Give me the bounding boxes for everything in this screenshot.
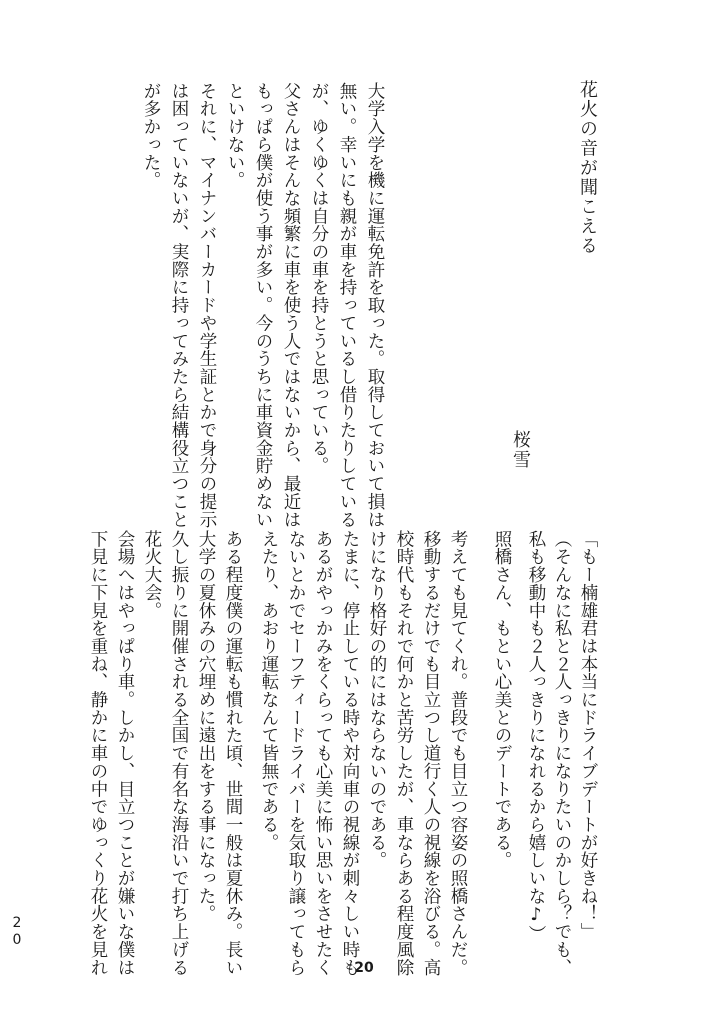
text-line: （そんなに私と２人っきりになりたいのかしら？でも、	[552, 530, 572, 977]
text-line: 考えても見てくれ。普段でも目立つ容姿の照橋さんだ。	[448, 530, 468, 977]
author-name: 桜雪	[510, 430, 531, 470]
text-line: 校時代もそれで何かと苦労したが、車ならある程度風除	[394, 530, 414, 977]
text-line: ないとかでセーフティードライバーを気取り譲ってもら	[286, 530, 306, 977]
text-line: が、ゆくゆくは自分の車を持とうと思っている。	[309, 82, 329, 475]
text-line: 父さんはそんな頻繁に車を使う人ではないから、最近は	[281, 82, 301, 529]
text-line: それに、マイナンバーカードや学生証とかで身分の提示	[197, 82, 217, 529]
page-number: 20	[354, 960, 374, 976]
margin-page-number: 20	[9, 915, 25, 949]
text-line: けになり格好の的にはならないのである。	[367, 530, 387, 870]
text-line: 下見に下見を重ね、静かに車の中でゆっくり花火を見れ	[88, 530, 108, 977]
text-line: 大学の夏休みの穴埋めに遠出をする事になった。	[196, 530, 216, 923]
text-line: は困っていないが、実際に持ってみたら結構役立つこと	[169, 82, 189, 529]
text-line: 花火大会。	[142, 530, 162, 620]
story-title: 花火の音が聞こえる	[577, 80, 598, 256]
text-line: 久し振りに開催される全国で有名な海沿いで打ち上げる	[169, 530, 189, 977]
text-line: 私も移動中も２人っきりになれるから嬉しいな♪）	[526, 530, 546, 944]
text-line: 移動するだけでも目立つし道行く人の視線を浴びる。高	[421, 530, 441, 977]
text-line: 照橋さん、もとい心美とのデートである。	[492, 530, 512, 870]
text-line: 無い。幸いにも親が車を持っているし借りたりしている	[337, 82, 357, 529]
text-line: といけない。	[225, 82, 245, 190]
text-line: ある程度僕の運転も慣れた頃、世間一般は夏休み。長い	[223, 530, 243, 977]
text-line: 大学入学を機に運転免許を取った。取得しておいて損は	[365, 82, 385, 529]
text-line: が多かった。	[141, 82, 161, 190]
text-line: 会場へはやっぱり車。しかし、目立つことが嫌いな僕は	[115, 530, 135, 977]
text-line: えたり、あおり運転なんて皆無である。	[259, 530, 279, 852]
text-line: あるがやっかみをくらっても心美に怖い思いをさせたく	[313, 530, 333, 977]
text-line: 「もー楠雄君は本当にドライブデートが好きね！」	[578, 530, 598, 941]
text-line: たまに、停止している時や対向車の視線が刺々しい時も	[340, 530, 360, 977]
text-line: もっぱら僕が使う事が多い。今のうちに車資金貯めない	[253, 82, 273, 529]
